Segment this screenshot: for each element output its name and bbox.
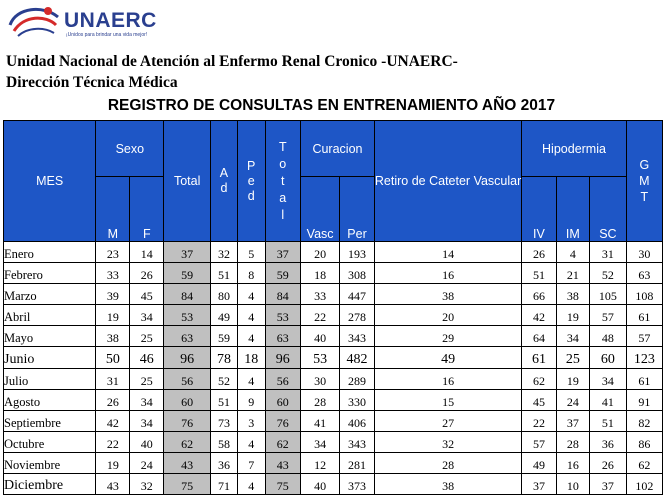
- cell-sc: 57: [590, 305, 627, 326]
- cell-per: 373: [340, 474, 375, 495]
- cell-per: 193: [340, 242, 375, 263]
- cell-gmt: 102: [626, 474, 662, 495]
- cell-total: 63: [164, 326, 211, 347]
- cell-ped: 7: [237, 453, 265, 474]
- cell-sc: 60: [590, 347, 627, 369]
- cell-gmt: 30: [626, 242, 662, 263]
- cell-f: 25: [130, 369, 164, 390]
- table-row: [4, 453, 663, 474]
- table-row: [4, 347, 663, 369]
- cell-total: 56: [164, 369, 211, 390]
- header-total-vertical: T o t a l: [265, 121, 301, 242]
- cell-iv: 45: [522, 390, 556, 411]
- cell-ad: 78: [211, 347, 238, 369]
- cell-m: 39: [96, 284, 130, 305]
- cell-im: 19: [556, 369, 589, 390]
- cell-iv: 37: [522, 474, 556, 495]
- header-im: IM: [556, 177, 589, 242]
- header-retiro-cateter: Retiro de Cateter Vascular: [374, 121, 521, 242]
- cell-iv: 66: [522, 284, 556, 305]
- cell-sc: 41: [590, 390, 627, 411]
- header-m: M: [96, 177, 130, 242]
- cell-ad: 51: [211, 390, 238, 411]
- cell-vasc: 30: [301, 369, 340, 390]
- cell-vasc: 41: [301, 411, 340, 432]
- cell-m: 19: [96, 305, 130, 326]
- cell-total: 43: [164, 453, 211, 474]
- cell-ad: 36: [211, 453, 238, 474]
- header-per: Per: [340, 177, 375, 242]
- cell-total: 76: [164, 411, 211, 432]
- cell-ped: 9: [237, 390, 265, 411]
- cell-retiro: 16: [374, 369, 521, 390]
- cell-im: 28: [556, 432, 589, 453]
- cell-m: 38: [96, 326, 130, 347]
- cell-total2: 96: [265, 347, 301, 369]
- cell-im: 10: [556, 474, 589, 495]
- cell-per: 447: [340, 284, 375, 305]
- cell-sc: 48: [590, 326, 627, 347]
- cell-ped: 4: [237, 305, 265, 326]
- logo-name: UNAERC: [64, 9, 157, 32]
- cell-ped: 4: [237, 284, 265, 305]
- cell-gmt: 62: [626, 453, 662, 474]
- table-row: [4, 326, 663, 347]
- cell-f: 34: [130, 305, 164, 326]
- cell-vasc: 53: [301, 347, 340, 369]
- cell-per: 482: [340, 347, 375, 369]
- cell-total2: 63: [265, 326, 301, 347]
- cell-total2: 56: [265, 369, 301, 390]
- header-iv: IV: [522, 177, 556, 242]
- table-row: [4, 432, 663, 453]
- cell-ad: 73: [211, 411, 238, 432]
- month-cell: Diciembre: [4, 474, 96, 495]
- cell-f: 26: [130, 263, 164, 284]
- cell-iv: 57: [522, 432, 556, 453]
- cell-vasc: 12: [301, 453, 340, 474]
- cell-im: 38: [556, 284, 589, 305]
- cell-iv: 42: [522, 305, 556, 326]
- cell-im: 34: [556, 326, 589, 347]
- cell-total2: 62: [265, 432, 301, 453]
- cell-iv: 26: [522, 242, 556, 263]
- cell-retiro: 38: [374, 474, 521, 495]
- cell-total: 75: [164, 474, 211, 495]
- month-cell: Enero: [4, 242, 96, 263]
- cell-iv: 62: [522, 369, 556, 390]
- table-row: [4, 390, 663, 411]
- cell-per: 406: [340, 411, 375, 432]
- month-cell: Febrero: [4, 263, 96, 284]
- cell-total2: 37: [265, 242, 301, 263]
- cell-ad: 51: [211, 263, 238, 284]
- cell-retiro: 27: [374, 411, 521, 432]
- cell-retiro: 16: [374, 263, 521, 284]
- logo-tagline: ¡Unidos para brindar una vida mejor!: [66, 32, 148, 38]
- month-cell: Junio: [4, 347, 96, 369]
- cell-m: 22: [96, 432, 130, 453]
- cell-sc: 37: [590, 474, 627, 495]
- header-gmt: G M T: [626, 121, 662, 242]
- cell-ped: 3: [237, 411, 265, 432]
- month-cell: Marzo: [4, 284, 96, 305]
- cell-iv: 51: [522, 263, 556, 284]
- cell-gmt: 82: [626, 411, 662, 432]
- cell-ad: 32: [211, 242, 238, 263]
- cell-iv: 61: [522, 347, 556, 369]
- cell-m: 26: [96, 390, 130, 411]
- cell-per: 281: [340, 453, 375, 474]
- cell-iv: 49: [522, 453, 556, 474]
- cell-ped: 4: [237, 369, 265, 390]
- cell-retiro: 14: [374, 242, 521, 263]
- department-name: Dirección Técnica Médica: [6, 74, 178, 91]
- cell-sc: 34: [590, 369, 627, 390]
- cell-gmt: 61: [626, 305, 662, 326]
- cell-gmt: 91: [626, 390, 662, 411]
- month-cell: Octubre: [4, 432, 96, 453]
- cell-f: 24: [130, 453, 164, 474]
- cell-total: 96: [164, 347, 211, 369]
- cell-ped: 8: [237, 263, 265, 284]
- cell-m: 42: [96, 411, 130, 432]
- cell-total2: 76: [265, 411, 301, 432]
- cell-total2: 59: [265, 263, 301, 284]
- cell-m: 23: [96, 242, 130, 263]
- cell-total2: 43: [265, 453, 301, 474]
- cell-total: 62: [164, 432, 211, 453]
- cell-ad: 80: [211, 284, 238, 305]
- cell-total: 53: [164, 305, 211, 326]
- table-row: [4, 242, 663, 263]
- cell-vasc: 34: [301, 432, 340, 453]
- month-cell: Abril: [4, 305, 96, 326]
- report-title: REGISTRO DE CONSULTAS EN ENTRENAMIENTO AÑO 2017: [107, 97, 556, 114]
- cell-ad: 59: [211, 326, 238, 347]
- cell-sc: 31: [590, 242, 627, 263]
- consultations-table: [3, 120, 663, 495]
- table-row: [4, 411, 663, 432]
- cell-gmt: 57: [626, 326, 662, 347]
- table-row: [4, 263, 663, 284]
- header-hipodermia: Hipodermia: [522, 121, 626, 177]
- cell-vasc: 40: [301, 474, 340, 495]
- cell-total2: 53: [265, 305, 301, 326]
- cell-sc: 26: [590, 453, 627, 474]
- cell-im: 4: [556, 242, 589, 263]
- cell-vasc: 33: [301, 284, 340, 305]
- cell-retiro: 29: [374, 326, 521, 347]
- month-cell: Septiembre: [4, 411, 96, 432]
- cell-sc: 105: [590, 284, 627, 305]
- month-cell: Agosto: [4, 390, 96, 411]
- cell-retiro: 15: [374, 390, 521, 411]
- cell-vasc: 20: [301, 242, 340, 263]
- header-sexo: Sexo: [96, 121, 164, 177]
- cell-ped: 4: [237, 326, 265, 347]
- cell-gmt: 123: [626, 347, 662, 369]
- cell-f: 34: [130, 390, 164, 411]
- cell-total: 59: [164, 263, 211, 284]
- cell-ped: 18: [237, 347, 265, 369]
- cell-im: 16: [556, 453, 589, 474]
- cell-im: 21: [556, 263, 589, 284]
- cell-ad: 52: [211, 369, 238, 390]
- organization-name: Unidad Nacional de Atención al Enfermo Renal Cronico -UNAERC-: [6, 53, 458, 70]
- cell-iv: 64: [522, 326, 556, 347]
- cell-m: 31: [96, 369, 130, 390]
- cell-f: 45: [130, 284, 164, 305]
- cell-f: 34: [130, 411, 164, 432]
- cell-m: 50: [96, 347, 130, 369]
- cell-gmt: 61: [626, 369, 662, 390]
- table-row: [4, 305, 663, 326]
- cell-per: 278: [340, 305, 375, 326]
- month-cell: Noviembre: [4, 453, 96, 474]
- cell-m: 19: [96, 453, 130, 474]
- cell-f: 25: [130, 326, 164, 347]
- cell-vasc: 40: [301, 326, 340, 347]
- cell-m: 33: [96, 263, 130, 284]
- cell-vasc: 18: [301, 263, 340, 284]
- cell-retiro: 28: [374, 453, 521, 474]
- unaerc-logo: [4, 3, 157, 43]
- table-row: [4, 474, 663, 495]
- cell-total: 60: [164, 390, 211, 411]
- cell-vasc: 28: [301, 390, 340, 411]
- month-cell: Mayo: [4, 326, 96, 347]
- cell-per: 289: [340, 369, 375, 390]
- cell-per: 343: [340, 326, 375, 347]
- cell-retiro: 49: [374, 347, 521, 369]
- cell-per: 330: [340, 390, 375, 411]
- header-ped: P e d: [237, 121, 265, 242]
- cell-total: 37: [164, 242, 211, 263]
- cell-per: 308: [340, 263, 375, 284]
- header-total: Total: [164, 121, 211, 242]
- cell-gmt: 108: [626, 284, 662, 305]
- cell-gmt: 63: [626, 263, 662, 284]
- cell-total2: 75: [265, 474, 301, 495]
- cell-ad: 49: [211, 305, 238, 326]
- cell-total2: 60: [265, 390, 301, 411]
- cell-retiro: 20: [374, 305, 521, 326]
- table-row: [4, 284, 663, 305]
- cell-per: 343: [340, 432, 375, 453]
- cell-ped: 4: [237, 432, 265, 453]
- cell-retiro: 38: [374, 284, 521, 305]
- cell-retiro: 32: [374, 432, 521, 453]
- cell-total: 84: [164, 284, 211, 305]
- cell-iv: 22: [522, 411, 556, 432]
- cell-im: 25: [556, 347, 589, 369]
- cell-ad: 58: [211, 432, 238, 453]
- cell-ped: 4: [237, 474, 265, 495]
- table-row: [4, 369, 663, 390]
- header-row-1: [4, 121, 663, 177]
- cell-f: 14: [130, 242, 164, 263]
- cell-f: 40: [130, 432, 164, 453]
- header-f: F: [130, 177, 164, 242]
- cell-im: 37: [556, 411, 589, 432]
- cell-ped: 5: [237, 242, 265, 263]
- cell-vasc: 22: [301, 305, 340, 326]
- cell-im: 19: [556, 305, 589, 326]
- cell-total2: 84: [265, 284, 301, 305]
- cell-sc: 52: [590, 263, 627, 284]
- cell-im: 24: [556, 390, 589, 411]
- header-ad: A d: [211, 121, 238, 242]
- cell-ad: 71: [211, 474, 238, 495]
- header-vasc: Vasc: [301, 177, 340, 242]
- cell-m: 43: [96, 474, 130, 495]
- cell-sc: 51: [590, 411, 627, 432]
- cell-f: 46: [130, 347, 164, 369]
- cell-gmt: 86: [626, 432, 662, 453]
- cell-sc: 36: [590, 432, 627, 453]
- cell-f: 32: [130, 474, 164, 495]
- header-sc: SC: [590, 177, 627, 242]
- header-row-2: [4, 177, 663, 242]
- header-mes: MES: [4, 121, 96, 242]
- header-curacion: Curacion: [301, 121, 375, 177]
- logo-swoosh-icon: [4, 3, 64, 43]
- month-cell: Julio: [4, 369, 96, 390]
